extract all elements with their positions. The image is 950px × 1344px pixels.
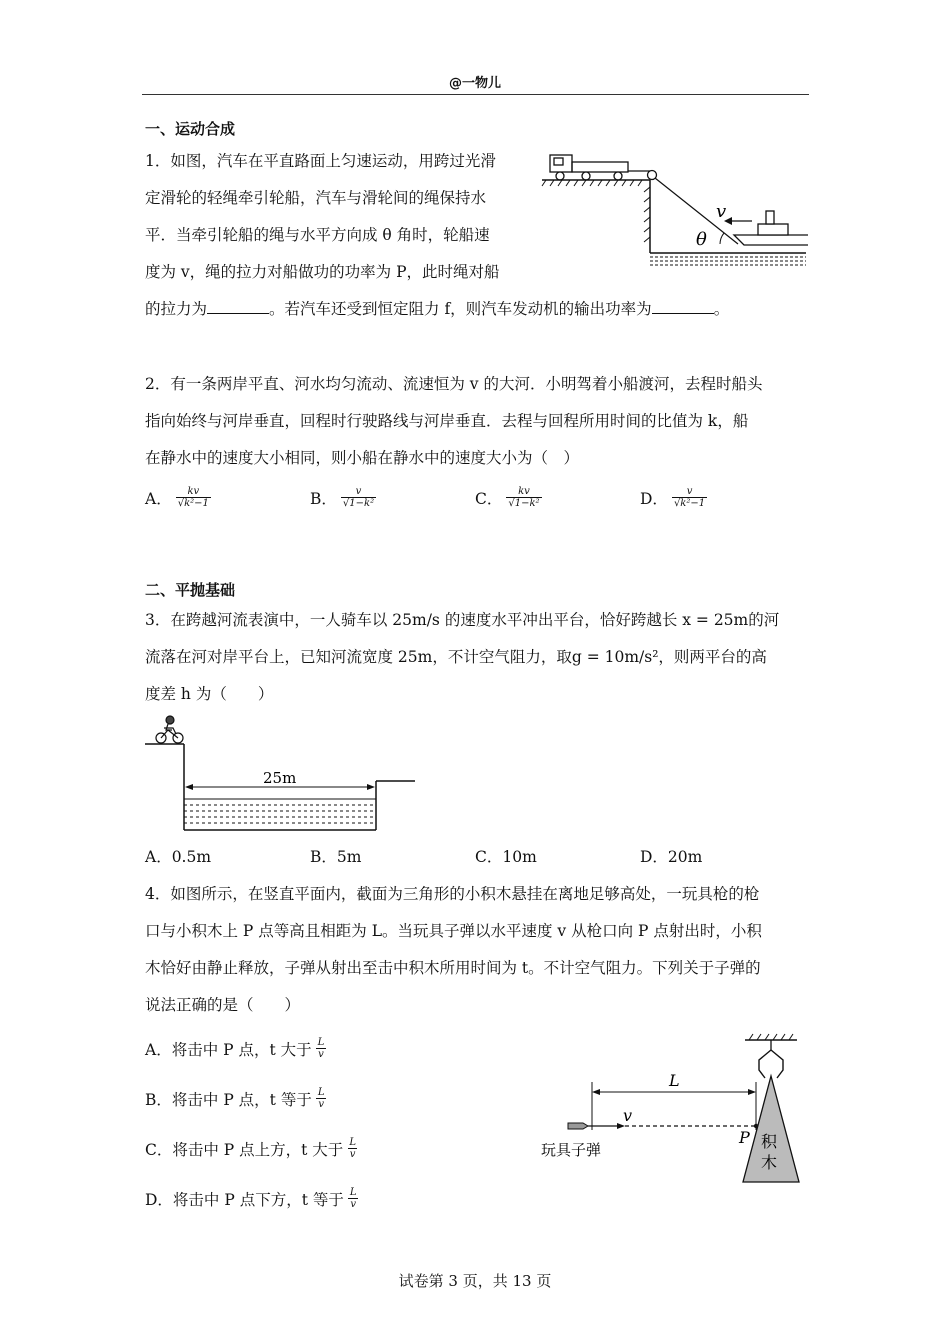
q1-line-4: 度为 v，绳的拉力对船做功的功率为 P，此时绳对船 [145,263,500,281]
q4-option-d[interactable] [145,1187,359,1210]
q1-text-a: 的拉力为 [145,300,208,318]
formula [176,486,211,509]
q4-P-label: P [739,1128,750,1147]
q1-line-2: 定滑轮的轻绳牵引轮船，汽车与滑轮间的绳保持水 [145,189,487,207]
q1-answer-blank-1[interactable] [207,299,269,314]
header-divider [142,94,809,95]
option-text: A．将击中 P 点，t 大于 [145,1040,312,1059]
q1-line-3: 平．当牵引轮船的绳与水平方向成 θ 角时，轮船速 [145,226,490,244]
page-footer: 试卷第 3 页，共 13 页 [398,1272,552,1290]
denominator: √1−k² [342,498,375,509]
formula [316,1037,327,1060]
numerator: kv [518,486,530,497]
q1-v-label: v [716,201,727,222]
formula [348,1187,359,1210]
denominator: v [350,1199,357,1210]
q3-option-b[interactable]: B．5m [310,848,362,866]
numerator: v [355,486,362,497]
bullet-label: 玩具子弹 [541,1141,602,1159]
option-label: B． [310,489,337,508]
q3-line-3: 度差 h 为（ ） [145,685,274,703]
q2-line-3: 在静水中的速度大小相同，则小船在静水中的速度大小为（ ） [145,449,580,467]
q3-option-d[interactable]: D．20m [640,848,703,866]
denominator: √k²−1 [673,498,706,509]
option-label: A． [145,489,172,508]
q2-option-b[interactable] [310,486,376,509]
q4-L-label: L [669,1071,680,1090]
q4-figure-bullet-block [535,1030,810,1190]
block-label-2: 木 [761,1153,778,1172]
formula [506,486,541,509]
q2-line-1: 2．有一条两岸平直、河水均匀流动、流速恒为 v 的大河．小明驾着小船渡河，去程时船头 [145,375,763,393]
motorcycle-rider-icon [156,716,183,743]
q3-option-a[interactable]: A．0.5m [145,848,212,866]
q3-option-c[interactable]: C．10m [475,848,537,866]
q1-figure-truck-boat [538,145,808,273]
q4-option-b[interactable] [145,1087,326,1110]
numerator: L [317,1037,325,1048]
q4-line-2: 口与小积木上 P 点等高且相距为 L。当玩具子弹以水平速度 v 从枪口向 P 点射出时，小积 [145,922,762,940]
denominator: v [318,1099,324,1110]
numerator: L [349,1187,357,1198]
q1-text-b: 。若汽车还受到恒定阻力 f，则汽车发动机的输出功率为 [269,300,652,318]
numerator: L [349,1137,356,1148]
formula [341,486,376,509]
q1-line-1: 1．如图，汽车在平直路面上匀速运动，用跨过光滑 [145,152,496,170]
option-label: C． [475,489,503,508]
formula [347,1137,358,1160]
q4-line-3: 木恰好由静止释放，子弹从射出至击中积木所用时间为 t。不计空气阻力。下列关于子弹的 [145,959,761,977]
formula [316,1087,327,1110]
q4-line-1: 4．如图所示，在竖直平面内，截面为三角形的小积木悬挂在离地足够高处，一玩具枪的枪 [145,885,760,903]
q1-answer-blank-2[interactable] [652,299,714,314]
numerator: v [686,486,693,497]
option-label: D． [640,489,668,508]
formula [672,486,707,509]
boat-icon [734,211,808,245]
q4-option-a[interactable] [145,1037,326,1060]
q3-line-2: 流落在河对岸平台上，已知河流宽度 25m，不计空气阻力，取g = 10m/s²，则两平台的高 [145,648,767,666]
page-header: @一物儿 [448,76,501,91]
q1-theta-label: θ [696,229,707,250]
denominator: √1−k² [508,498,540,509]
q2-option-c[interactable] [475,486,542,509]
q2-line-2: 指向始终与河岸垂直，回程时行驶路线与河岸垂直．去程与回程所用时间的比值为 k，船 [145,412,749,430]
bullet-icon [568,1123,588,1129]
denominator: v [349,1149,356,1160]
denominator: v [318,1049,324,1060]
q3-width-label: 25m [263,769,297,787]
numerator: kv [187,486,200,497]
q3-line-1: 3．在跨越河流表演中，一人骑车以 25m/s 的速度水平冲出平台，恰好跨越长 x = 25m的河 [145,611,780,629]
q4-line-4: 说法正确的是（ ） [145,996,301,1014]
q4-v-label: v [623,1106,633,1125]
section-title-2: 二、平抛基础 [145,581,236,599]
truck-icon [550,155,628,180]
q2-option-d[interactable] [640,486,707,509]
option-text: D．将击中 P 点下方，t 等于 [145,1190,344,1209]
block-label-1: 积 [761,1132,778,1151]
q4-option-c[interactable] [145,1137,358,1160]
q1-line-5 [145,299,729,319]
q2-option-a[interactable] [145,486,211,509]
denominator: √k²−1 [177,498,209,509]
numerator: L [317,1087,325,1098]
q1-text-c: 。 [713,300,730,318]
option-text: C．将击中 P 点上方，t 大于 [145,1140,344,1159]
q3-figure-river-jump [140,712,420,834]
section-title-1: 一、运动合成 [145,120,236,138]
option-text: B．将击中 P 点，t 等于 [145,1090,312,1109]
